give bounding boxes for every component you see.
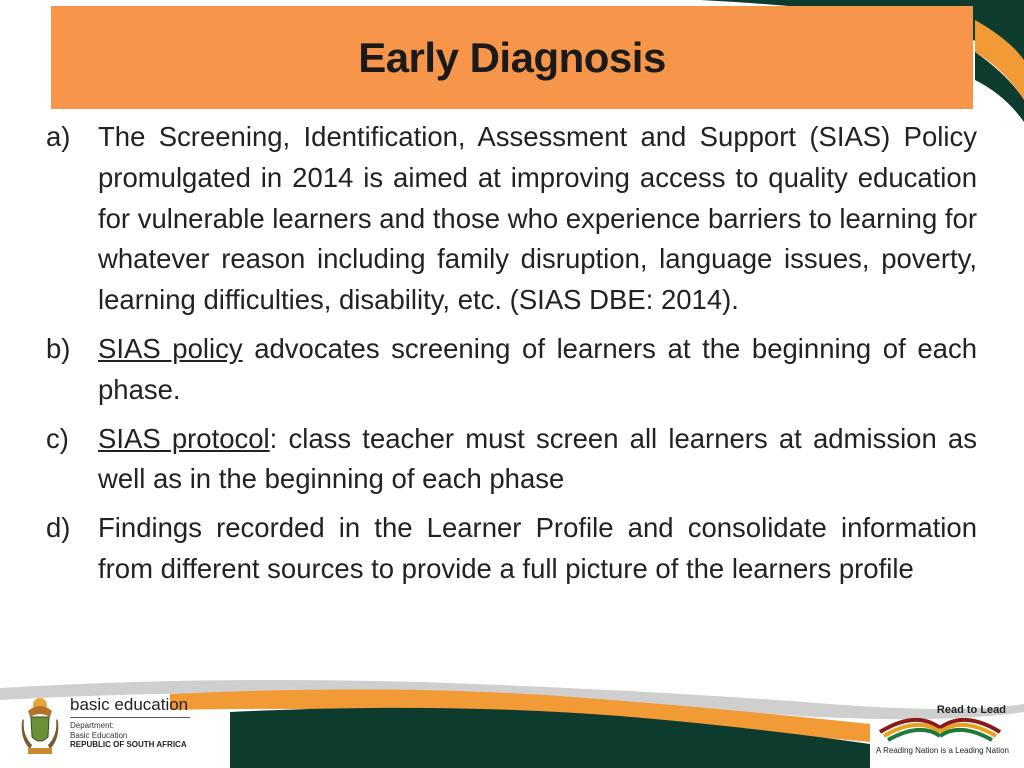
list-marker: b): [46, 332, 71, 364]
department-logo: [18, 695, 190, 757]
sias-protocol-underlined: SIAS protocol: [98, 422, 270, 454]
list-item-text: The Screening, Identification, Assessment and Support (SIAS) Policy promulgated in 2014 is aimed at improving access to quality education for vulnerable learners and those who experience barriers to learning for whatever reason including family disruption, language issues, poverty, learning difficulties, disability, etc. (SIAS DBE: 2014).: [98, 121, 977, 316]
list-marker: c): [46, 422, 69, 454]
list-item-text: [98, 329, 977, 411]
department-sub: Basic Education: [70, 730, 128, 740]
department-name: basic education: [70, 695, 189, 714]
list-marker: a): [46, 121, 71, 152]
list-item-d: [46, 508, 977, 590]
read-to-lead-logo: [872, 704, 1012, 764]
sias-policy-underlined: SIAS policy: [98, 332, 243, 364]
list-item-a: [46, 117, 977, 321]
department-label: Department:: [70, 721, 115, 730]
list-marker: d): [46, 512, 71, 544]
bullet-list: [46, 117, 977, 598]
read-to-lead-slogan: A Reading Nation is a Leading Nation: [876, 746, 1009, 755]
list-item-rest: : class teacher must screen all learners at admission as well as in the beginning of each phase: [98, 422, 977, 495]
department-country: REPUBLIC OF SOUTH AFRICA: [70, 740, 187, 749]
list-item-c: [46, 419, 977, 501]
list-item-b: [46, 329, 977, 411]
list-item-text: Findings recorded in the Learner Profile and consolidate information from different sources to provide a full picture of the learners profile: [98, 512, 977, 584]
divider: [70, 717, 190, 718]
slide-title: Early Diagnosis: [358, 33, 666, 81]
title-bar: [51, 6, 973, 109]
open-book-icon: [876, 712, 1006, 748]
list-item-rest: advocates screening of learners at the beginning of each phase.: [98, 332, 977, 405]
coat-of-arms-icon: [18, 695, 62, 757]
list-item-text: [98, 419, 977, 501]
read-to-lead-title: Read to Lead: [936, 704, 1006, 716]
